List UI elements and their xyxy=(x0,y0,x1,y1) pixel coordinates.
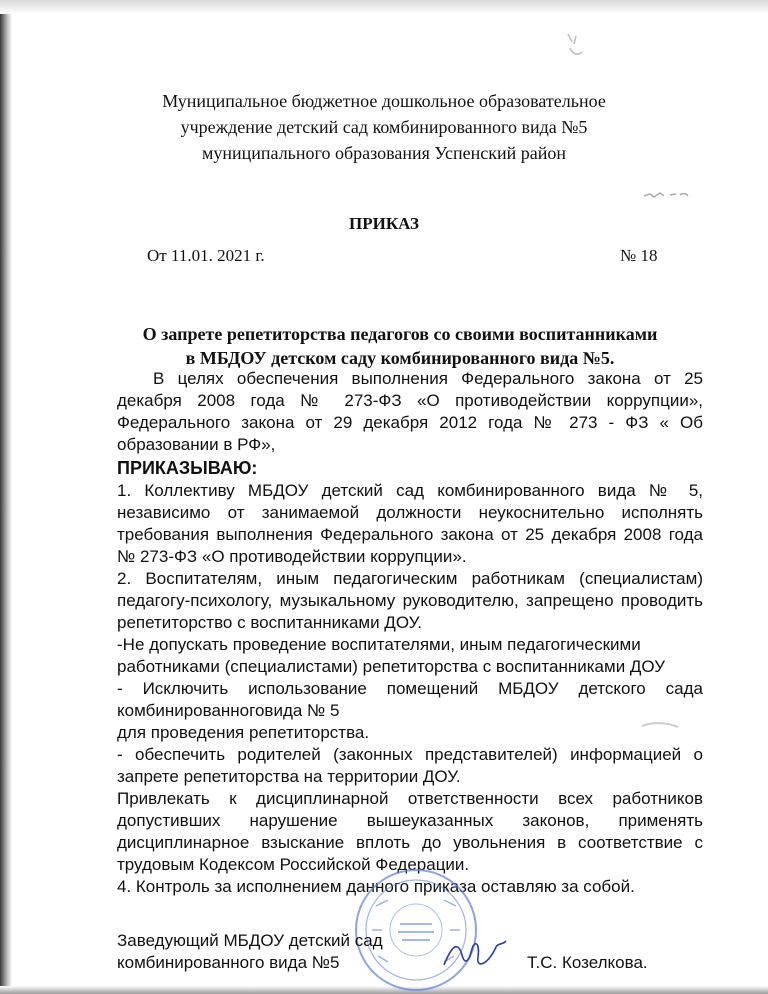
document-number: № 18 xyxy=(620,246,658,265)
order-item-1: 1. Коллективу МБДОУ детский сад комбинированного вида № 5, независимо от занимаемой должности неукоснительно исполнять требования выполнения Федерального закона от 25 декабря 2008 года № 273-ФЗ «О противодействии коррупции». xyxy=(117,481,703,566)
preamble-paragraph: В целях обеспечения выполнения Федерального закона от 25 декабря 2008 года № 273-ФЗ «О противодействии коррупции», Федерального закона от 29 декабря 2012 года № 273 - ФЗ « Об образовании в РФ», xyxy=(117,369,703,454)
signatory-position-line-2: комбинированного вида №5 xyxy=(117,953,340,972)
order-item-3: -Не допускать проведение воспитателями, иным педагогическими работниками (специалистами) репетиторства с воспитанниками ДОУ xyxy=(117,635,666,676)
header-line-2: учреждение детский сад комбинированного вида №5 xyxy=(180,117,588,137)
order-item-6: - обеспечить родителей (законных представителей) информацией о запрете репетиторства на территории ДОУ. xyxy=(117,745,703,786)
order-word: ПРИКАЗЫВАЮ: xyxy=(117,458,258,478)
subject-line-2: в МБДОУ детском саду комбинированного вида №5. xyxy=(185,348,615,368)
document-title: ПРИКАЗ xyxy=(349,214,419,233)
order-item-8: 4. Контроль за исполнением данного приказа оставляю за собой. xyxy=(117,877,635,896)
order-item-5: для проведения репетиторства. xyxy=(117,723,370,742)
scan-artifact-smudge xyxy=(642,190,690,200)
document-body xyxy=(117,368,703,898)
order-item-4: - Исключить использование помещений МБДОУ детского сада комбинированноговида № 5 xyxy=(117,679,703,720)
header-line-1: Муниципальное бюджетное дошкольное образовательное xyxy=(162,91,606,111)
scan-artifact-mark xyxy=(562,30,590,60)
signatory-position-line-1: Заведующий МБДОУ детский сад xyxy=(117,931,383,950)
subject-line-1: О запрете репетиторства педагогов со своими воспитанниками xyxy=(142,324,658,344)
header-line-3: муниципального образования Успенский район xyxy=(202,143,566,163)
order-item-7: Привлекать к дисциплинарной ответственности всех работников допустивших нарушение вышеуказанных законов, применять дисциплинарное взыскание вплоть до увольнения в соответствие с трудовым Кодексом Российской Федерации. xyxy=(117,789,703,874)
document-date: От 11.01. 2021 г. xyxy=(147,246,265,265)
order-item-2: 2. Воспитателям, иным педагогическим работникам (специалистам) педагогу-психологу, музыкальному руководителю, запрещено проводить репетиторство с воспитанниками ДОУ. xyxy=(117,569,703,632)
scan-edge-top xyxy=(0,0,768,14)
signature-block xyxy=(117,930,677,974)
organization-header xyxy=(0,88,768,166)
document-subject xyxy=(0,322,768,370)
signatory-name: Т.С. Козелкова. xyxy=(527,953,648,972)
